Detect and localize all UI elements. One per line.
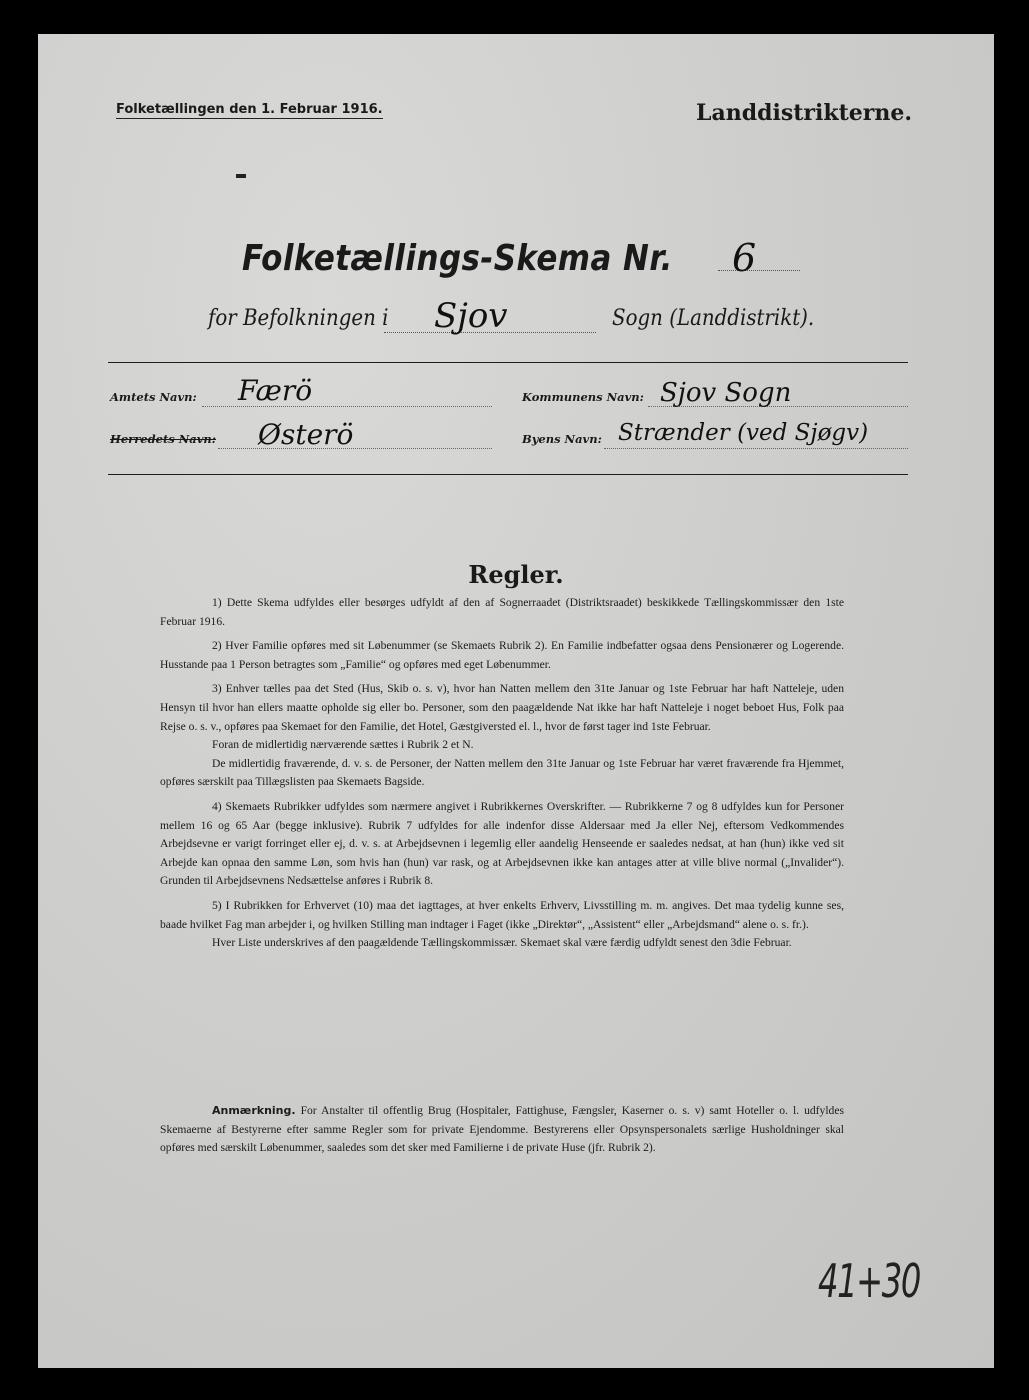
rule-paragraph: 5) I Rubrikken for Erhvervet (10) maa det iagttages, at hver enkelts Erhverv, Livsstilling m. m. angives. Det maa tydelig kunne ses, baade hvilket Fag man arbejder i, og hvilken Stilling man indtager i Faget (ikke „Direktør“, „Assistent“ eller „Arbejdsmand“ alene o. s. fr.).: [160, 898, 844, 931]
rule-paragraph: 4) Skemaets Rubrikker udfyldes som nærmere angivet i Rubrikkernes Overskrifter. — Rubrikkerne 7 og 8 udfyldes kun for Personer mellem 16 og 65 Aar (begge inklusive). Rubrik 7 udfyldes for alle indenfor disse Aldersaar med Ja eller Nej, eftersom Vedkommendes Arbejdsevne er varigt forringet eller ej, d. v. s. at Arbejdsevnen i legemlig eller aandelig Henseende er saaledes nedsat, at han (hun) ikke ved sit Arbejde kan opnaa den samme Løn, som hvis han (hun) var rask, og at Arbejdsevnen ikke kan antages atter at ville blive normal („Invalider“). Grunden til Arbejdsevnens Nedsættelse anføres i Rubrik 8.: [160, 799, 844, 888]
note-section: [160, 1102, 844, 1158]
rules-text: [160, 594, 844, 959]
divider-bottom: [108, 474, 908, 475]
handwritten-page-code: 41+30: [818, 1254, 920, 1308]
divider-top: [108, 362, 908, 363]
herred-label: Herredets Navn:: [110, 432, 217, 446]
note-paragraph: [160, 1102, 844, 1158]
kommune-label: Kommunens Navn:: [522, 390, 644, 404]
handwritten-herred-value: Østerö: [258, 418, 354, 451]
rule-paragraph: Hver Liste underskrives af den paagældende Tællingskommissær. Skemaet skal være færdig udfyldt senest den 3die Februar.: [212, 936, 792, 950]
form-title: Folketællings-Skema Nr.: [242, 238, 673, 279]
by-label: Byens Navn:: [522, 432, 602, 446]
census-date-heading: Folketællingen den 1. Februar 1916.: [116, 102, 383, 117]
rule-paragraph: Foran de midlertidig nærværende sættes i Rubrik 2 et N.: [212, 738, 474, 752]
ink-mark: [236, 174, 246, 178]
handwritten-amt-value: Færö: [238, 374, 313, 407]
rules-heading: Regler.: [468, 560, 564, 589]
note-text: For Anstalter til offentlig Brug (Hospitaler, Fattighuse, Fængsler, Kaserner o. s. v) samt Hoteller o. l. udfyldes Skemaerne af Bestyrerne efter samme Regler som for private Ejendomme. Bestyrerens eller Opsynspersonalets særlige Husholdninger skal opføres med særskilt Løbenummer, saaledes som det sker med Familierne i de private Huse (jfr. Rubrik 2).: [160, 1104, 844, 1155]
rule-paragraph: 1) Dette Skema udfyldes eller besørges udfyldt af den af Sognerraadet (Distriktsraadet) beskikkede Tællingskommissær den 1ste Februar 1916.: [160, 596, 844, 628]
rule-paragraph: De midlertidig fraværende, d. v. s. de Personer, der Natten mellem den 31te Januar og 1ste Februar har været fraværende fra Hjemmet, opføres særskilt paa Tillægslisten paa Skemaets Bagside.: [160, 756, 844, 789]
district-type-heading: Landdistrikterne.: [696, 100, 912, 126]
rule-paragraph: 3) Enhver tælles paa det Sted (Hus, Skib o. s. v), hvor han Natten mellem den 31te Januar og 1ste Februar har haft Natteleje, uden Hensyn til hvor han ellers maatte opholde sig eller bo. Personer, som den paagældende Nat ikke har haft Natteleje i noget beboet Hus, Folk paa Rejse o. s. v., opføres paa Skemaet for den Familie, det Hotel, Gæstgiversted el. l., hvor de først tager ind 1ste Februar.: [160, 682, 844, 733]
parish-suffix: Sogn (Landdistrikt).: [612, 306, 815, 331]
number-dotted-line: [718, 270, 800, 271]
handwritten-kommune-value: Sjov Sogn: [660, 378, 792, 408]
handwritten-by-value: Strænder (ved Sjøgv): [618, 420, 869, 446]
rule-paragraph: 2) Hver Familie opføres med sit Løbenummer (se Skemaets Rubrik 2). En Familie indbefatter ogsaa dens Pensionærer og Logerende. Husstande paa 1 Person betragtes som „Familie“ og opføres med eget Løbenummer.: [160, 639, 844, 671]
population-prefix: for Befolkningen i: [208, 306, 389, 331]
handwritten-parish-name: Sjov: [434, 296, 508, 336]
amt-label: Amtets Navn:: [110, 390, 197, 404]
handwritten-form-number: 6: [732, 236, 757, 280]
census-form-page: [38, 34, 994, 1368]
note-label: Anmærkning.: [212, 1104, 296, 1117]
by-dotted-line: [604, 448, 908, 449]
